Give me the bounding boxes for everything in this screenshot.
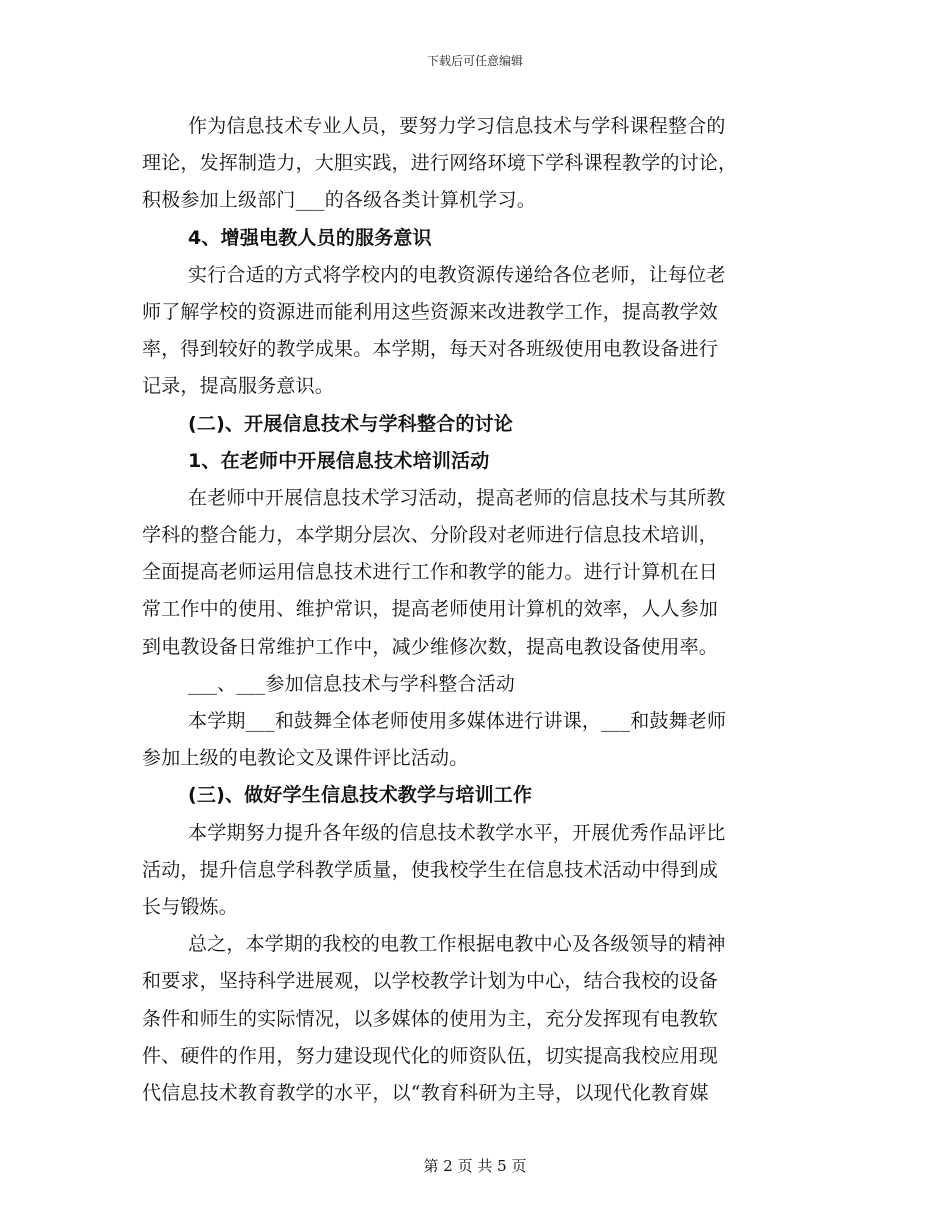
body-text-line: 在老师中开展信息技术学习活动，提高老师的信息技术与其所教: [188, 486, 726, 509]
body-text-line: 到电教设备日常维护工作中，减少维修次数，提高电教设备使用率。: [142, 635, 719, 658]
body-text-line: 率，得到较好的教学成果。本学期，每天对各班级使用电教设备进行: [142, 338, 719, 361]
body-text-line: 全面提高老师运用信息技术进行工作和教学的能力。进行计算机在日: [142, 561, 719, 584]
body-text-line: ___、___参加信息技术与学科整合活动: [188, 672, 516, 695]
body-text-line: 长与锻炼。: [142, 895, 239, 918]
page-header-note: 下载后可任意编辑: [426, 54, 523, 68]
section-heading-line: (二)、开展信息技术与学科整合的讨论: [188, 412, 513, 435]
body-text-line: 实行合适的方式将学校内的电教资源传递给各位老师，让每位老: [188, 263, 726, 286]
section-heading-line: 1、在老师中开展信息技术培训活动: [188, 449, 490, 472]
document-body: [142, 108, 807, 1112]
body-text-line: 参加上级的电教论文及课件评比活动。: [142, 747, 469, 770]
body-text-line: 师了解学校的资源进而能利用这些资源来改进教学工作，提高教学效: [142, 300, 719, 323]
body-text-line: 积极参加上级部门___的各级各类计算机学习。: [142, 189, 536, 212]
body-text-line: 作为信息技术专业人员，要努力学习信息技术与学科课程整合的: [188, 115, 726, 137]
body-text-line: 记录，提高服务意识。: [142, 375, 335, 398]
section-heading-line: 4、增强电教人员的服务意识: [188, 226, 432, 249]
body-text-line: 和要求，坚持科学进展观，以学校教学计划为中心，结合我校的设备: [142, 970, 719, 993]
body-text-line: 活动，提升信息学科教学质量，使我校学生在信息技术活动中得到成: [142, 858, 719, 881]
body-text-line: 本学期___和鼓舞全体老师使用多媒体进行讲课，___和鼓舞老师: [188, 710, 727, 732]
body-text-line: 条件和师生的实际情况，以多媒体的使用为主，充分发挥现有电教软: [142, 1007, 719, 1030]
page-number-footer: 第 2 页 共 5 页: [423, 1157, 527, 1175]
body-text-line: 代信息技术教育教学的水平，以“教育科研为主导，以现代化教育媒: [142, 1081, 709, 1104]
body-text-line: 理论，发挥制造力，大胆实践，进行网络环境下学科课程教学的讨论，: [142, 152, 738, 175]
body-text-line: 总之，本学期的我校的电教工作根据电教中心及各级领导的精神: [188, 933, 726, 956]
body-text-line: 学科的整合能力，本学期分层次、分阶段对老师进行信息技术培训，: [142, 524, 719, 547]
body-text-line: 件、硬件的作用，努力建设现代化的师资队伍，切实提高我校应用现: [142, 1044, 719, 1067]
body-text-line: 本学期努力提升各年级的信息技术教学水平，开展优秀作品评比: [188, 821, 726, 844]
section-heading-line: (三)、做好学生信息技术教学与培训工作: [188, 784, 533, 807]
body-text-line: 常工作中的使用、维护常识，提高老师使用计算机的效率，人人参加: [142, 598, 719, 621]
